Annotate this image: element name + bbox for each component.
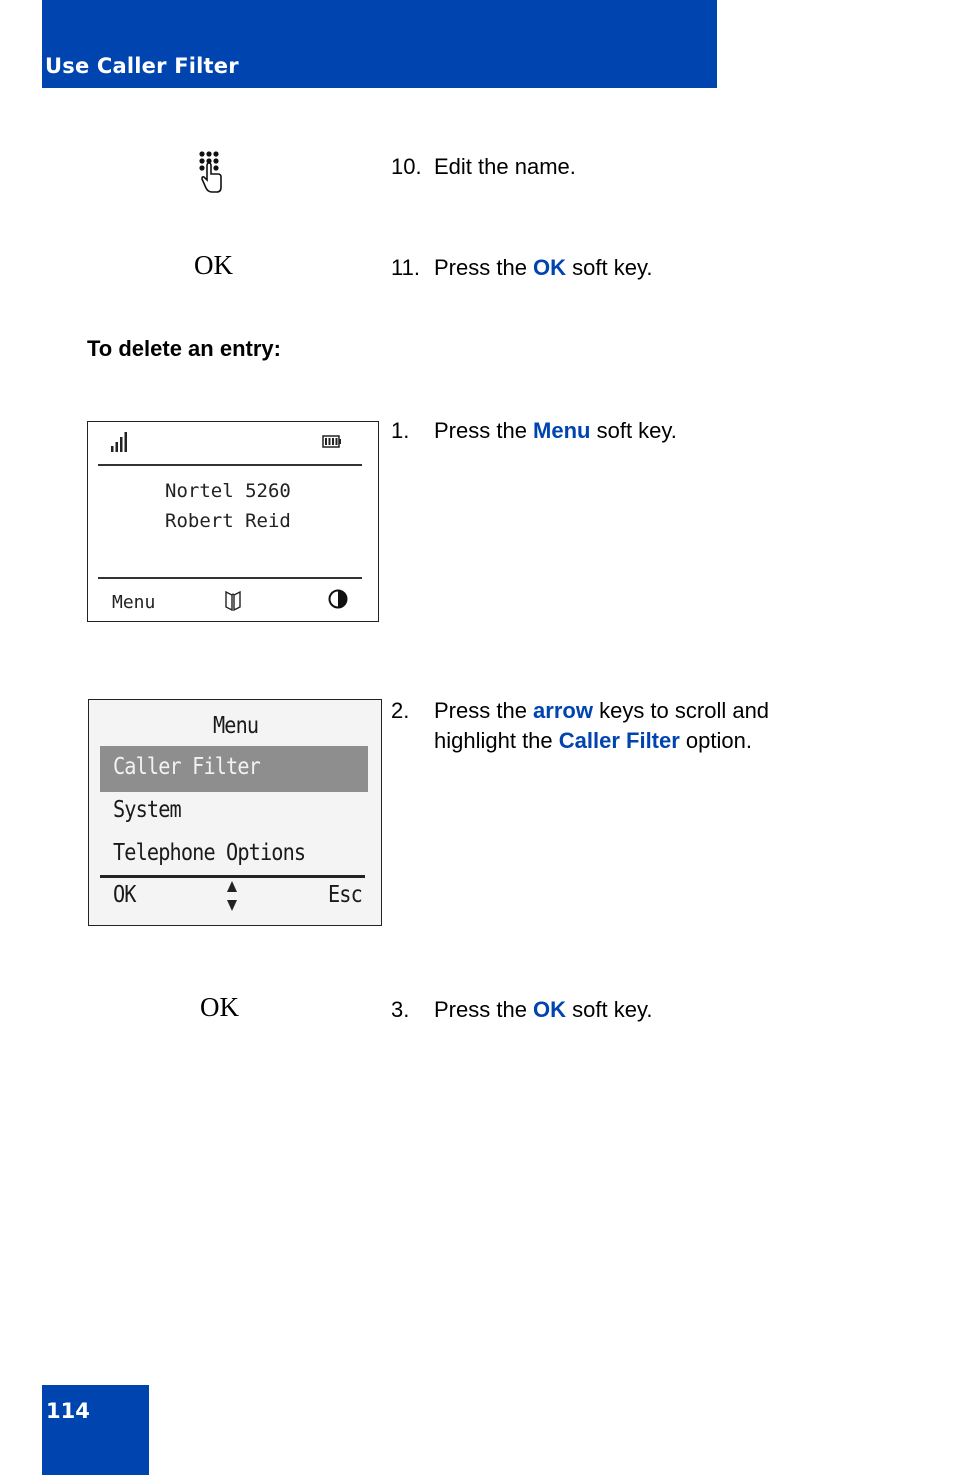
divider — [100, 875, 365, 878]
signal-strength-icon — [110, 430, 130, 454]
step-text: Press the Menu soft key. — [434, 418, 677, 443]
subheading: To delete an entry: — [87, 336, 281, 361]
step-number: 11. — [391, 255, 420, 280]
menu-item-telephone-options[interactable]: Telephone Options — [113, 840, 306, 866]
arrow-keyword: arrow — [533, 698, 593, 723]
display-line-2: Robert Reid — [165, 510, 291, 532]
phone-idle-display — [87, 421, 379, 622]
ok-key-label: OK — [200, 992, 239, 1022]
scroll-arrows-icon[interactable] — [226, 880, 238, 912]
softkey-menu[interactable]: Menu — [112, 592, 156, 613]
ok-keyword: OK — [533, 997, 567, 1022]
menu-keyword: Menu — [533, 418, 591, 443]
keypad-hand-icon — [197, 150, 227, 194]
section-title: Use Caller Filter — [45, 54, 239, 78]
step-text-line-2: highlight the Caller Filter option. — [434, 728, 752, 753]
menu-item-system[interactable]: System — [113, 797, 181, 823]
menu-title: Menu — [213, 713, 259, 739]
step-number: 3. — [391, 997, 410, 1022]
menu-item-caller-filter[interactable]: Caller Filter — [113, 754, 260, 780]
phone-menu-display — [88, 699, 382, 926]
ok-keyword: OK — [533, 255, 567, 280]
step-text: Edit the name. — [434, 154, 576, 179]
divider — [98, 464, 362, 466]
step-text: Press the OK soft key. — [434, 255, 653, 280]
step-text-line-1: Press the arrow keys to scroll and — [434, 698, 770, 723]
step-number: 2. — [391, 698, 410, 723]
softkey-esc[interactable]: Esc — [328, 882, 362, 908]
divider — [98, 577, 362, 579]
ok-key-label: OK — [194, 250, 233, 280]
caller-filter-keyword: Caller Filter — [558, 728, 680, 753]
step-number: 1. — [391, 418, 410, 443]
directory-book-icon[interactable] — [224, 590, 242, 612]
step-number: 10. — [391, 154, 422, 179]
battery-icon — [322, 435, 342, 449]
contrast-icon[interactable] — [327, 588, 349, 610]
softkey-ok[interactable]: OK — [113, 882, 136, 908]
step-text: Press the OK soft key. — [434, 997, 653, 1022]
page-number: 114 — [46, 1399, 90, 1423]
display-line-1: Nortel 5260 — [165, 480, 291, 502]
